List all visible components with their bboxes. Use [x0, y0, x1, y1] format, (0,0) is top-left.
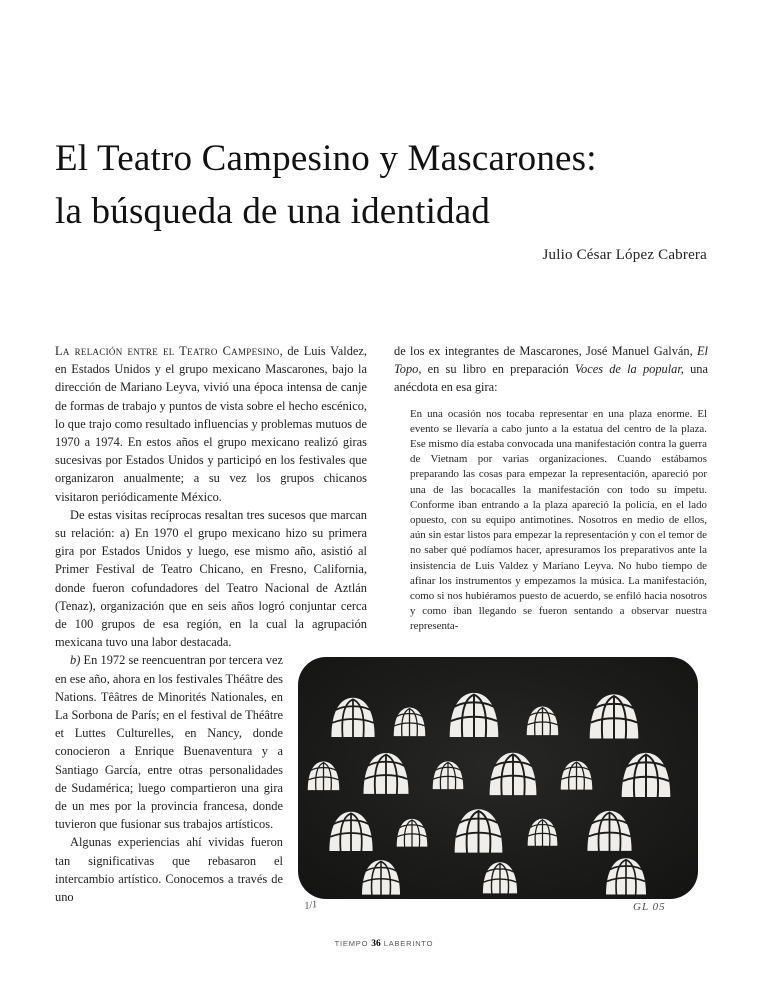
smallcaps-lead: La relación entre el Teatro Campesino: [55, 344, 280, 358]
author-byline: Julio César López Cabrera: [542, 247, 707, 263]
book-nickname: El Topo: [394, 344, 708, 377]
page-title: [55, 132, 597, 238]
right-column: [394, 342, 708, 635]
paragraph-1: La relación entre el Teatro Campesino, de Luis Valdez, en Estados Unidos y el grupo mexicano Mascarones, bajo la dirección de Mariano Leyva, vivió una época intensa de canje de formas de trabajo y puntos de vista sobre el hecho escénico, lo que trajo como resultado influencias y problemas mutuos de 1970 a 1974. En estos años el grupo mexicano realizó giras sucesivas por Estados Unidos y participó en los festivales que organizaron anualmente; a su vez los grupos chicanos visitaron periódicamente México.: [55, 344, 367, 504]
block-quote: En una ocasión nos tocaba representar en una plaza enorme. El evento se llevaría a cabo junto a la estatua del centro de la plaza. Ese mismo día estaba convocada una manifestación contra la guerra de Vietnam por varias organizaciones. Cuando estábamos preparando las cosas para empezar la representación, apareció por una de las bocacalles la manifestación con todo su ímpetu. Conforme iban entrando a la plaza apareció la policía, en el lado opuesto, con su equipo antimotines. Nosotros en medio de ellos, aún sin estar listos para empezar la representación y con el temor de no saber qué podíamos hacer, apresuramos los preparativos ante la insistencia de Luis Valdez y Mariano Leyva. No hubo tiempo de afinar los instrumentos y empezamos la música. La manifestación, como si nos hubiéramos puesto de acuerdo, se enfiló hacia nosotros y como iban llegando se fueron sentando a observar nuestra representa-: [410, 407, 707, 633]
footer-section: LABERINTO: [383, 939, 434, 948]
title-line-1: El Teatro Campesino y Mascarones:: [55, 138, 597, 179]
footer-journal: TIEMPO: [334, 939, 369, 948]
item-b-marker: b): [70, 653, 81, 668]
edition-mark: 1/1: [303, 898, 319, 912]
dome-artwork-svg: [289, 652, 708, 915]
paragraph-3: b) En 1972 se reencuentran por tercera vez en ese año, ahora en los festivales Théâtre des Nations. Têâtres de Minorités Nationales, en La Sorbona de París; en el festival de Théâtre et Luttes Culturelles, en Nancy, donde conocieron a Enrique Buenaventura y a Santiago García, entre otras personalidades de Sudamérica; luego compartieron una gira de un mes por la provincia francesa, donde tuvieron que fusionar sus trabajos artísticos.: [55, 653, 283, 832]
title-line-2: la búsqueda de una identidad: [55, 191, 491, 232]
intro-paragraph: de los ex integrantes de Mascarones, José Manuel Galván, El Topo, en su libro en preparación Voces de la popular, una anécdota en esa gira:: [394, 344, 708, 395]
footer-page-number: 36: [371, 939, 381, 949]
book-title: Voces de la popular,: [574, 362, 684, 377]
artist-signature: GL 05: [633, 901, 666, 913]
paragraph-4: Algunas experiencias ahí vividas fueron tan significativas que rebasaron el intercambio artístico. Conocemos a través de uno: [55, 835, 283, 905]
paragraph-2: De estas visitas recíprocas resaltan tres sucesos que marcan su relación: a) En 1970 el grupo mexicano hizo su primera gira por Estados Unidos y luego, ese mismo año, asistió al Primer Festival de Teatro Chicano, en Fresno, California, donde fueron cofundadores del Teatro Nacional de Aztlán (Tenaz), organización que en seis años logró conjuntar cerca de 100 grupos de esa región, en la cual la agrupación mexicana tuvo una labor destacada.: [55, 507, 367, 650]
page-footer: [0, 939, 768, 949]
artwork-image: [289, 652, 708, 915]
